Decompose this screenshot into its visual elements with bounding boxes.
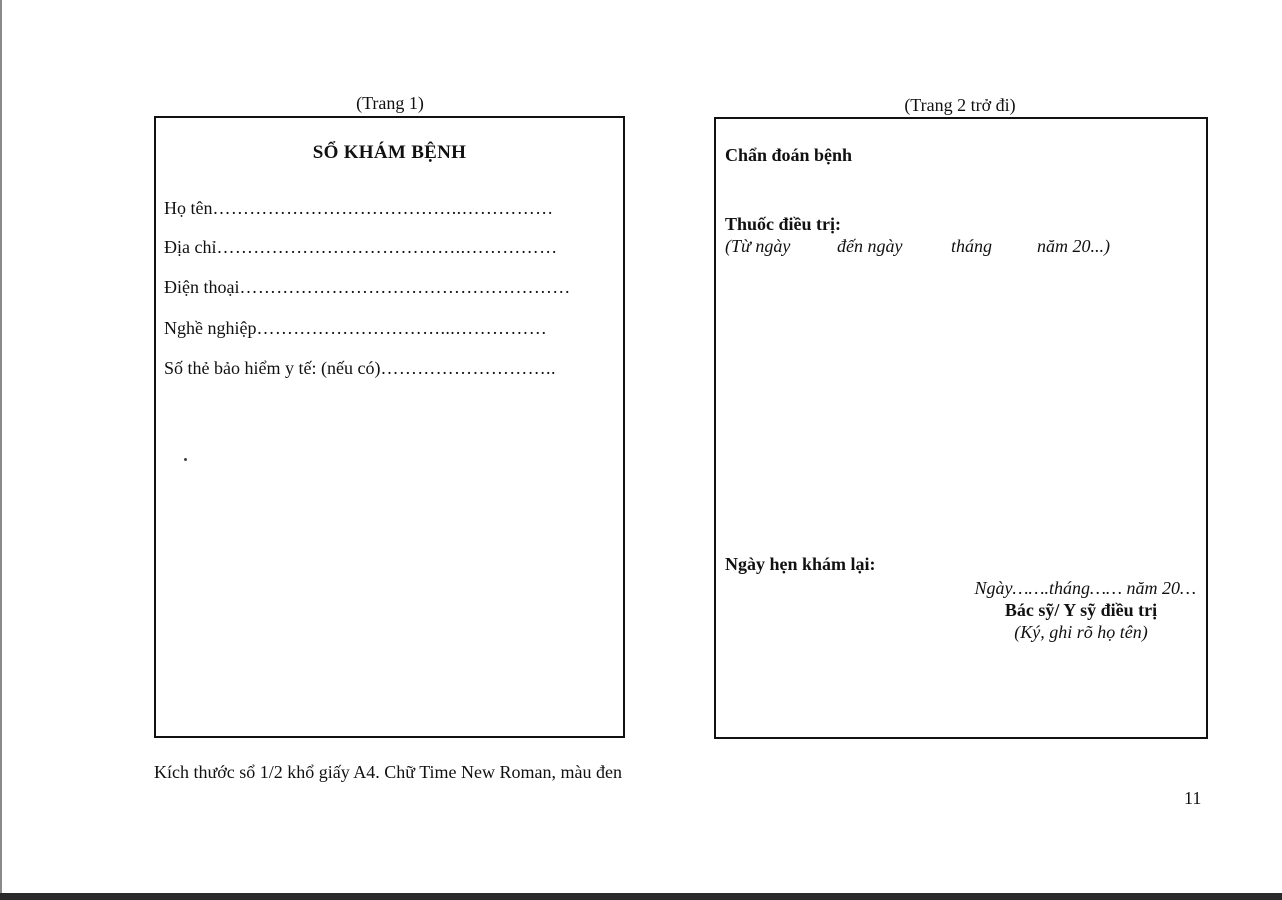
field-dots: …………………………………..…………… [216, 237, 558, 257]
period-year: năm 20...) [1037, 236, 1110, 256]
scan-speck [184, 458, 187, 461]
form-title: SỔ KHÁM BỆNH [312, 142, 467, 163]
signature-date: Ngày…….tháng…… năm 20… [974, 578, 1196, 598]
signature-block [936, 578, 1196, 643]
left-page-box [154, 116, 625, 738]
field-label: Địa chỉ [164, 237, 217, 257]
field-label: Điện thoại [164, 277, 240, 297]
field-dots: ……………………………………………… [239, 277, 571, 297]
medication-period [725, 236, 1195, 260]
period-to: đến ngày [837, 236, 903, 256]
scan-bottom-edge [0, 893, 1282, 900]
signature-title: Bác sỹ/ Y sỹ điều trị [1004, 600, 1158, 620]
field-label: Số thẻ bảo hiểm y tế: (nếu có) [164, 358, 381, 378]
field-insurance-number [164, 358, 556, 379]
right-page-caption: (Trang 2 trở đi) [904, 95, 1016, 115]
field-occupation [164, 318, 547, 339]
field-label: Nghề nghiệp [164, 318, 257, 338]
field-full-name [164, 198, 554, 219]
page-number: 11 [1184, 788, 1202, 808]
period-from: (Từ ngày [725, 236, 791, 256]
signature-note: (Ký, ghi rõ họ tên) [1014, 622, 1148, 642]
field-label: Họ tên [164, 198, 213, 218]
right-page-box [714, 117, 1208, 739]
field-address [164, 237, 557, 258]
field-phone [164, 277, 571, 298]
field-dots: ……………………….. [380, 358, 556, 378]
field-dots: …………………………………..…………… [212, 198, 554, 218]
medication-label: Thuốc điều trị: [725, 214, 842, 234]
diagnosis-label: Chẩn đoán bệnh [725, 145, 853, 165]
scan-left-edge [0, 0, 2, 900]
field-dots: …………………………...…………… [256, 318, 548, 338]
period-month: tháng [951, 236, 993, 256]
left-page-caption: (Trang 1) [356, 93, 424, 113]
footnote: Kích thước sổ 1/2 khổ giấy A4. Chữ Time New Roman, màu đen [154, 762, 623, 782]
reexam-label: Ngày hẹn khám lại: [725, 554, 876, 574]
